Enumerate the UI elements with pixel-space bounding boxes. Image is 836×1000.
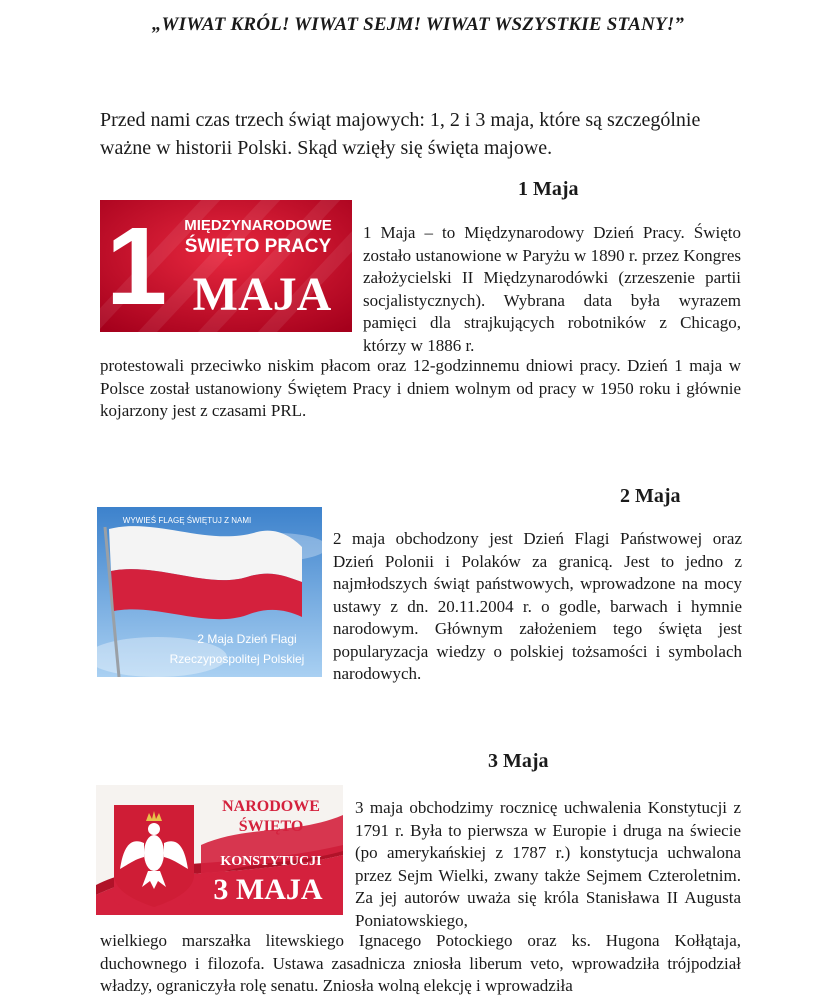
may-day-line1: MIĘDZYNARODOWE [184, 217, 332, 234]
constitution-day-image [96, 785, 343, 915]
flag-line2: Rzeczypospolitej Polskiej [169, 652, 305, 666]
may-day-line2: ŚWIĘTO PRACY [184, 236, 332, 257]
section-2-text-beside: 2 maja obchodzony jest Dzień Flagi Państwowej oraz Dzień Polonii i Polaków za granicą. Jest to jedno z najmłodszych świąt państwowych, wprowadzone na mocy ustawy z dn. 20.11.2004 r. o godle, barwach i hymnie narodowym. Głównym założeniem tego święta jest popularyzacja wiedzy o polskiej tożsamości i symbolach narodowych. [333, 529, 742, 683]
may-day-big-number: 1 [106, 205, 168, 328]
section-heading-1-maja: 1 Maja [518, 178, 579, 200]
section-3-text-full: wielkiego marszałka litewskiego Ignacego Potockiego oraz ks. Hugona Kołłątaja, duchownego i filozofa. Ustawa zasadnicza zniosła liberum veto, wprowadziła trójpodział władzy, ograniczyła rolę senatu. Zniosła wolną elekcję i wprowadziła [100, 931, 741, 995]
section-1-text-full: protestowali przeciwko niskim płacom oraz 12-godzinnemu dniowi pracy. Dzień 1 maja w Polsce został ustanowiony Świętem Pracy i dniem wolnym od pracy w 1950 roku i głównie kojarzony jest z czasami PRL. [100, 356, 741, 420]
section-heading-2-maja: 2 Maja [620, 485, 681, 507]
flag-line1: 2 Maja Dzień Flagi [197, 632, 297, 646]
constitution-line2: ŚWIĘTO [238, 818, 304, 835]
section-3-text-beside: 3 maja obchodzimy rocznicę uchwalenia Konstytucji z 1791 r. Była to pierwsza w Europie i druga na świecie (po amerykańskiej z 1787 r.) konstytucja uchwalona przez Sejm Wielki, zwany także Sejmem Czteroletnim. Za jej autorów uważa się króla Stanisława II Augusta Poniatowskiego, [355, 798, 741, 930]
may-day-word: MAJA [192, 268, 332, 321]
constitution-line1: NARODOWE [222, 798, 320, 815]
intro-paragraph: Przed nami czas trzech świąt majowych: 1, 2 i 3 maja, które są szczególnie ważne w historii Polski. Skąd wzięły się święta majowe. [100, 109, 701, 159]
flag-top-text: WYWIEŚ FLAGĘ ŚWIĘTUJ Z NAMI [122, 516, 252, 525]
constitution-line4: 3 MAJA [213, 873, 323, 906]
may-day-banner-image [100, 200, 352, 332]
page-title: „WIWAT KRÓL! WIWAT SEJM! WIWAT WSZYSTKIE STANY!” [151, 14, 685, 35]
section-1-text-beside: 1 Maja – to Międzynarodowy Dzień Pracy. Święto zostało ustanowione w Paryżu w 1890 r. przez Kongres założycielski II Międzynarodówki (zrzeszenie partii socjalistycznych). Wybrana data była wyrazem pamięci dla strajkujących robotników z Chicago, którzy w 1886 r. [363, 223, 741, 355]
section-heading-3-maja: 3 Maja [488, 750, 549, 772]
polish-flag-image [97, 507, 322, 677]
constitution-line3: KONSTYTUCJI [220, 854, 322, 869]
